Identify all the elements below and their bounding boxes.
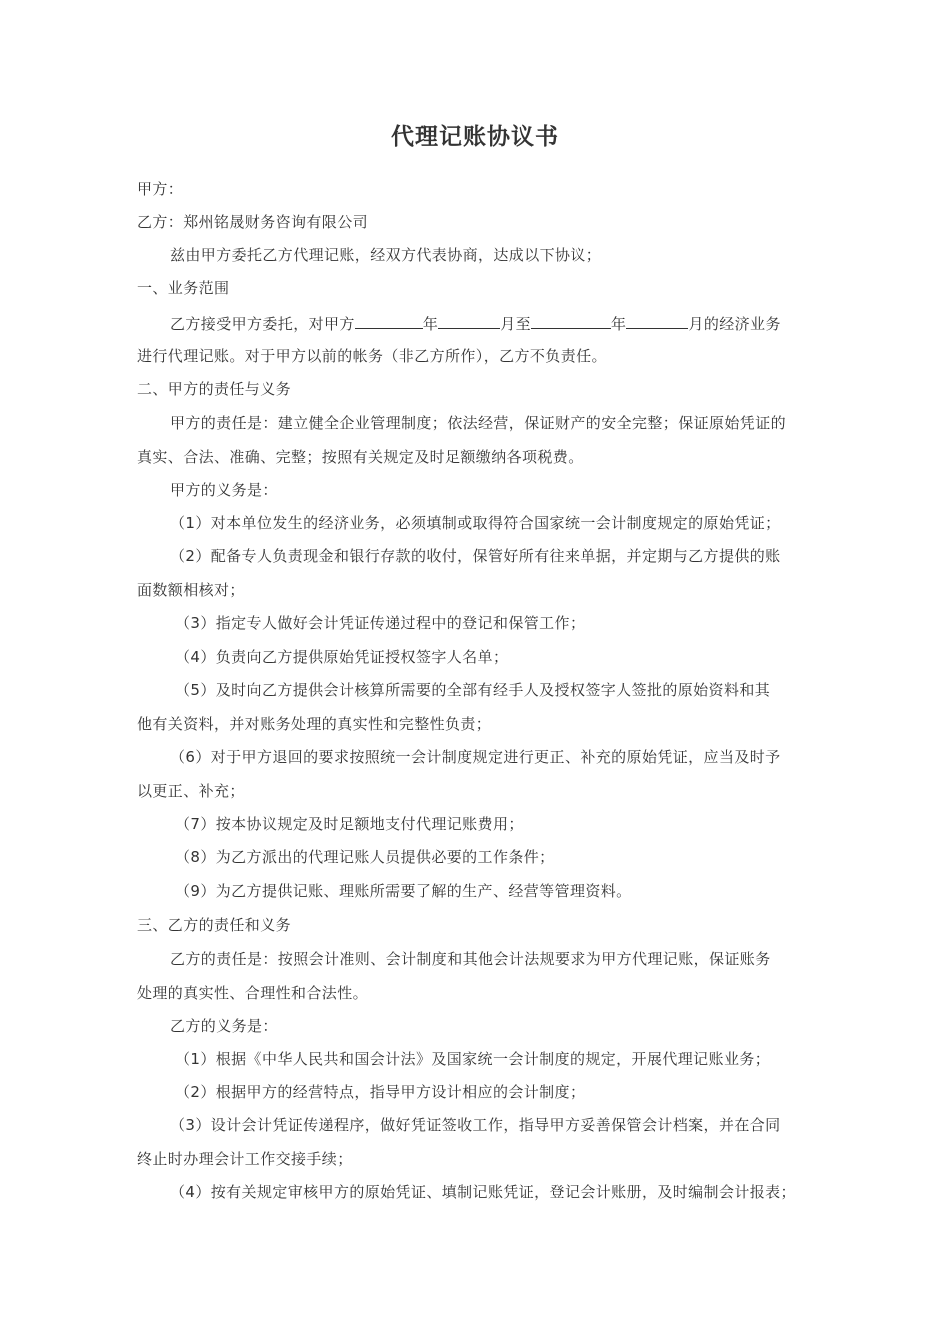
party-b-duty-4: （4）按有关规定审核甲方的原始凭证、填制记账凭证，登记会计账册，及时编制会计报表； <box>170 1183 796 1201</box>
blank-start-month[interactable] <box>438 312 500 329</box>
party-a-duty-5-line-1: （5）及时向乙方提供会计核算所需要的全部有经手人及授权签字人签批的原始资料和其 <box>175 681 771 699</box>
party-a-line: 甲方： <box>137 180 184 198</box>
party-a-duty-5-line-2: 他有关资料，并对账务处理的真实性和完整性负责； <box>137 715 492 733</box>
section-1-heading: 一、业务范围 <box>137 279 230 297</box>
party-a-duty-2-line-1: （2）配备专人负责现金和银行存款的收付，保管好所有往来单据，并定期与乙方提供的账 <box>170 547 781 565</box>
blank-start-year[interactable] <box>355 312 423 329</box>
party-b-duty-1: （1）根据《中华人民共和国会计法》及国家统一会计制度的规定，开展代理记账业务； <box>175 1050 771 1068</box>
scope-text-b: 年 <box>422 315 439 333</box>
section-3-heading: 三、乙方的责任和义务 <box>137 916 292 934</box>
section-2-heading: 二、甲方的责任与义务 <box>137 380 292 398</box>
scope-text-c: 月至 <box>500 315 532 333</box>
party-a-duty-2-line-2: 面数额相核对； <box>137 581 245 599</box>
blank-end-year[interactable] <box>531 312 611 329</box>
party-a-duty-6-line-1: （6）对于甲方退回的要求按照统一会计制度规定进行更正、补充的原始凭证，应当及时予 <box>170 748 781 766</box>
scope-text-d: 年 <box>611 315 627 333</box>
party-b-duty-2: （2）根据甲方的经营特点，指导甲方设计相应的会计制度； <box>175 1083 586 1101</box>
party-a-duty-3: （3）指定专人做好会计凭证传递过程中的登记和保管工作； <box>175 614 586 632</box>
party-b-line: 乙方：郑州铭晟财务咨询有限公司 <box>137 213 369 231</box>
party-a-responsibility-line-1: 甲方的责任是：建立健全企业管理制度；依法经营，保证财产的安全完整；保证原始凭证的 <box>170 414 787 432</box>
party-a-duty-4: （4）负责向乙方提供原始凭证授权签字人名单； <box>175 648 509 666</box>
blank-end-month[interactable] <box>626 312 688 329</box>
document-title: 代理记账协议书 <box>391 124 559 150</box>
section-1-paragraph-line-1 <box>170 312 781 334</box>
party-b-responsibility-line-2: 处理的真实性、合理性和合法性。 <box>137 984 369 1002</box>
party-a-duty-9: （9）为乙方提供记账、理账所需要了解的生产、经营等管理资料。 <box>175 882 632 900</box>
party-b-duty-3-line-1: （3）设计会计凭证传递程序，做好凭证签收工作，指导甲方妥善保管会计档案，并在合同 <box>170 1116 781 1134</box>
party-a-duty-7: （7）按本协议规定及时足额地支付代理记账费用； <box>175 815 524 833</box>
party-b-duty-intro: 乙方的义务是： <box>170 1017 278 1035</box>
intro-paragraph: 兹由甲方委托乙方代理记账，经双方代表协商，达成以下协议； <box>170 246 602 264</box>
party-b-duty-3-line-2: 终止时办理会计工作交接手续； <box>137 1150 353 1168</box>
scope-text-e: 月的经济业务 <box>688 315 781 333</box>
section-1-paragraph-line-2: 进行代理记账。对于甲方以前的帐务（非乙方所作），乙方不负责任。 <box>137 347 607 365</box>
party-a-duty-intro: 甲方的义务是： <box>170 481 278 499</box>
party-a-duty-1: （1）对本单位发生的经济业务，必须填制或取得符合国家统一会计制度规定的原始凭证； <box>170 514 781 532</box>
party-a-duty-6-line-2: 以更正、补充； <box>137 782 245 800</box>
scope-text-a: 乙方接受甲方委托，对甲方 <box>170 315 355 333</box>
party-b-responsibility-line-1: 乙方的责任是：按照会计准则、会计制度和其他会计法规要求为甲方代理记账，保证账务 <box>170 950 771 968</box>
party-a-duty-8: （8）为乙方派出的代理记账人员提供必要的工作条件； <box>175 848 555 866</box>
party-a-responsibility-line-2: 真实、合法、准确、完整；按照有关规定及时足额缴纳各项税费。 <box>137 448 584 466</box>
